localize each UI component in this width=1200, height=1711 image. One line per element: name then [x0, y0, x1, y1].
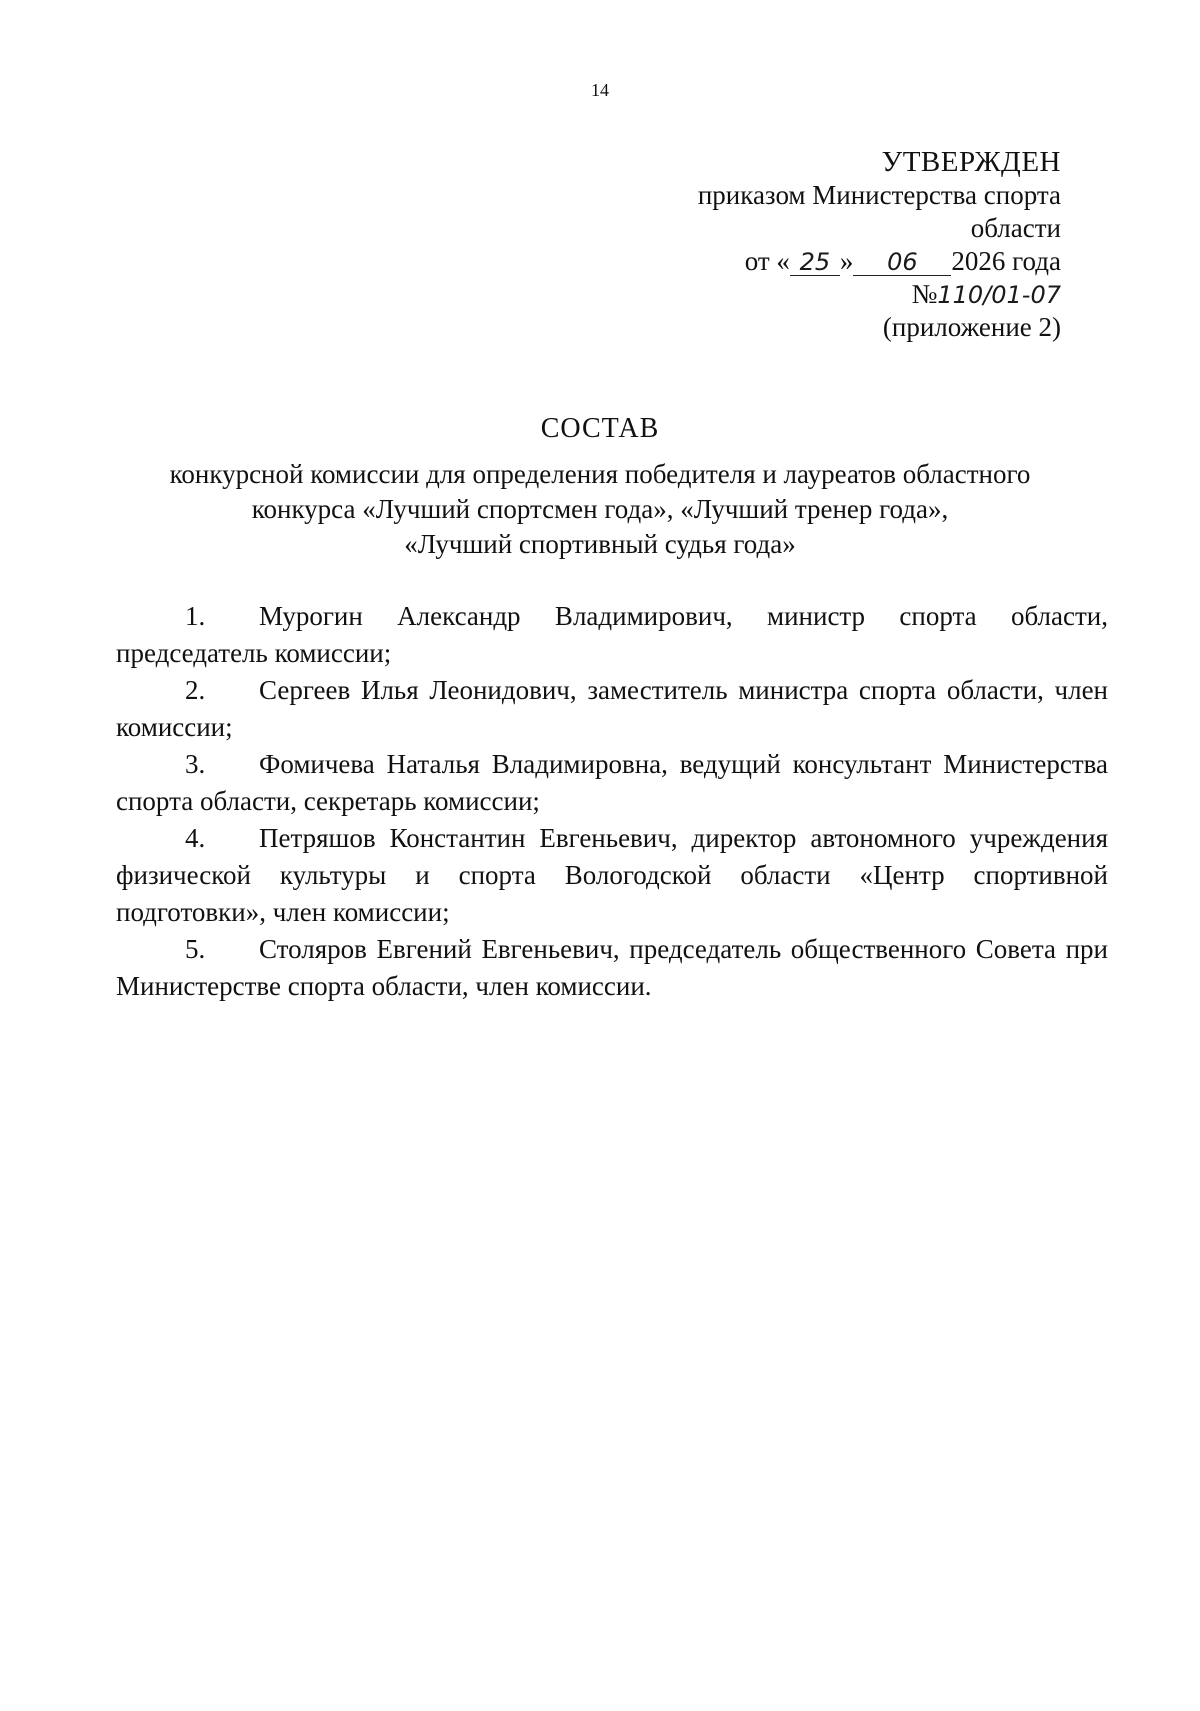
approval-line-region: области	[970, 213, 1061, 243]
document-title: СОСТАВ	[540, 413, 660, 444]
date-day-handwritten: 25	[790, 249, 840, 276]
list-item	[116, 820, 1108, 931]
list-item-text: Сергеев Илья Леонидович, заместитель министра спорта области, член комиссии;	[116, 675, 1108, 742]
document-subtitle-line-2: конкурса «Лучший спортсмен года», «Лучший тренер года»,	[251, 494, 949, 524]
document-subtitle-line-3: «Лучший спортивный судья года»	[404, 529, 796, 559]
list-item-number: 3.	[185, 749, 206, 779]
approval-title: УТВЕРЖДЕН	[881, 146, 1061, 178]
list-item-text: Мурогин Александр Владимирович, министр спорта области, председатель комиссии;	[116, 601, 1108, 668]
order-number-handwritten: 110/01-07	[937, 281, 1061, 309]
approval-date-line	[541, 245, 1061, 278]
list-item-text: Столяров Евгений Евгеньевич, председатель общественного Совета при Министерстве спорта области, член комиссии.	[116, 934, 1108, 1001]
list-item-text: Петряшов Константин Евгеньевич, директор автономного учреждения физической культуры и спорта Вологодской области «Центр спортивной подготовки», член комиссии;	[116, 823, 1108, 927]
list-item	[116, 598, 1108, 672]
approval-line-order: приказом Министерства спорта	[697, 180, 1061, 210]
list-item-text: Фомичева Наталья Владимировна, ведущий консультант Министерства спорта области, секретарь комиссии;	[116, 749, 1108, 816]
date-mid: »	[839, 246, 854, 276]
list-item-number: 2.	[185, 675, 206, 705]
list-item-number: 5.	[185, 934, 206, 964]
list-item	[116, 672, 1108, 746]
list-item	[116, 931, 1108, 1005]
appendix-note: (приложение 2)	[882, 312, 1061, 342]
document-subtitle-line-1: конкурсной комиссии для определения победителя и лауреатов областного	[169, 459, 1031, 489]
approval-block	[541, 146, 1061, 344]
document-heading	[0, 413, 1200, 562]
date-month-handwritten: 06	[853, 249, 951, 276]
list-item-number: 4.	[185, 823, 206, 853]
number-prefix: №	[911, 279, 938, 309]
commission-members-list	[116, 598, 1108, 1005]
page-number: 14	[591, 80, 609, 100]
date-prefix: от «	[744, 246, 790, 276]
approval-number-line	[541, 278, 1061, 311]
list-item	[116, 746, 1108, 820]
date-year: 2026 года	[951, 246, 1061, 276]
list-item-number: 1.	[185, 601, 206, 631]
